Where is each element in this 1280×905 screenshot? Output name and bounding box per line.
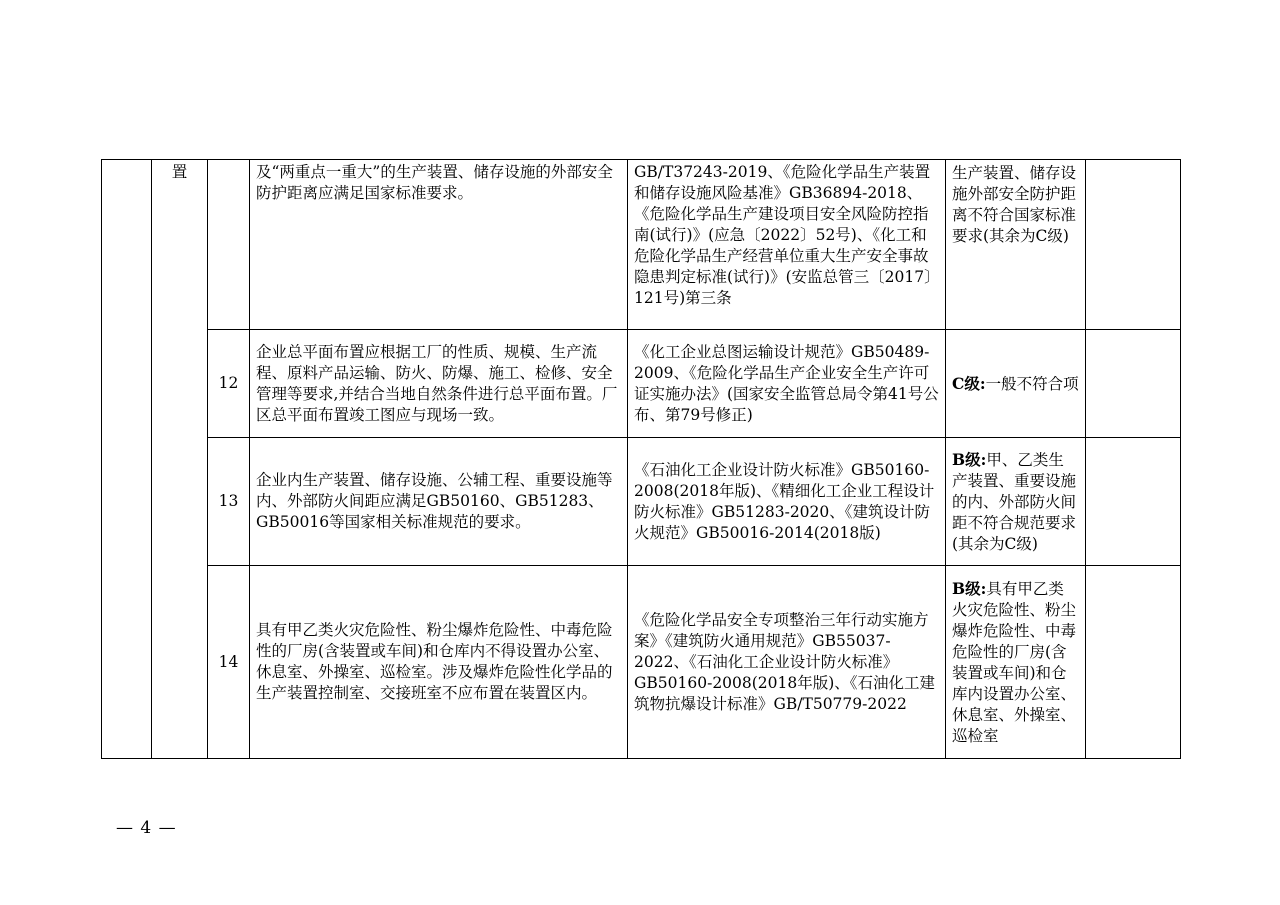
- remark-cell: [1086, 160, 1181, 330]
- remark-cell: [1086, 438, 1181, 566]
- grade-lead: B级:: [952, 449, 987, 469]
- basis-cell: 《石油化工企业设计防火标准》GB50160-2008(2018年版)、《精细化工企业工程设计防火标准》GB51283-2020、《建筑设计防火规范》GB50016-2014(2018版): [628, 438, 946, 566]
- grade-text: 甲、乙类生产装置、重要设施的内、外部防火间距不符合规范要求(其余为C级): [952, 450, 1077, 553]
- basis-cell: GB/T37243-2019、《危险化学品生产装置和储存设施风险基准》GB36894-2018、《危险化学品生产建设项目安全风险防控指南(试行)》(应急〔2022〕52号)、《化工和危险化学品生产经营单位重大生产安全事故隐患判定标准(试行)》(安监总管三〔2017〕121号)第三条: [628, 160, 946, 330]
- row-number: [208, 160, 250, 330]
- category-cell: [102, 160, 152, 759]
- grade-cell: [946, 566, 1086, 759]
- remark-cell: [1086, 330, 1181, 438]
- remark-cell: [1086, 566, 1181, 759]
- table-row: [102, 566, 1181, 759]
- row-number: 14: [208, 566, 250, 759]
- grade-lead: C级:: [952, 373, 986, 393]
- row-number: 13: [208, 438, 250, 566]
- requirement-cell: 及“两重点一重大”的生产装置、储存设施的外部安全防护距离应满足国家标准要求。: [250, 160, 628, 330]
- section-label: 置: [171, 163, 188, 181]
- page-number: — 4 —: [116, 818, 177, 838]
- requirement-cell: 企业内生产装置、储存设施、公辅工程、重要设施等内、外部防火间距应满足GB50160、GB51283、GB50016等国家相关标准规范的要求。: [250, 438, 628, 566]
- table-row: [102, 160, 1181, 330]
- basis-cell: 《危险化学品安全专项整治三年行动实施方案》《建筑防火通用规范》GB55037-2022、《石油化工企业设计防火标准》GB50160-2008(2018年版)、《石油化工建筑物抗爆设计标准》GB/T50779-2022: [628, 566, 946, 759]
- basis-cell: 《化工企业总图运输设计规范》GB50489-2009、《危险化学品生产企业安全生产许可证实施办法》(国家安全监管总局令第41号公布、第79号修正): [628, 330, 946, 438]
- grade-lead: B级:: [952, 578, 987, 598]
- table-row: [102, 438, 1181, 566]
- grade-cell: [946, 330, 1086, 438]
- requirement-cell: 企业总平面布置应根据工厂的性质、规模、生产流程、原料产品运输、防火、防爆、施工、检修、安全管理等要求,并结合当地自然条件进行总平面布置。厂区总平面布置竣工图应与现场一致。: [250, 330, 628, 438]
- table-row: [102, 330, 1181, 438]
- section-label-cell: [152, 160, 208, 759]
- row-number: 12: [208, 330, 250, 438]
- grade-text: 一般不符合项: [985, 374, 1079, 393]
- requirements-table: [101, 159, 1181, 759]
- grade-text: 具有甲乙类火灾危险性、粉尘爆炸危险性、中毒危险性的厂房(含装置或车间)和仓库内设置办公室、休息室、外操室、巡检室: [952, 579, 1077, 745]
- grade-cell: [946, 438, 1086, 566]
- requirement-cell: 具有甲乙类火灾危险性、粉尘爆炸危险性、中毒危险性的厂房(含装置或车间)和仓库内不得设置办公室、休息室、外操室、巡检室。涉及爆炸危险性化学品的生产装置控制室、交接班室不应布置在装置区内。: [250, 566, 628, 759]
- grade-cell: [946, 160, 1086, 330]
- grade-text: 生产装置、储存设施外部安全防护距离不符合国家标准要求(其余为C级): [952, 164, 1077, 245]
